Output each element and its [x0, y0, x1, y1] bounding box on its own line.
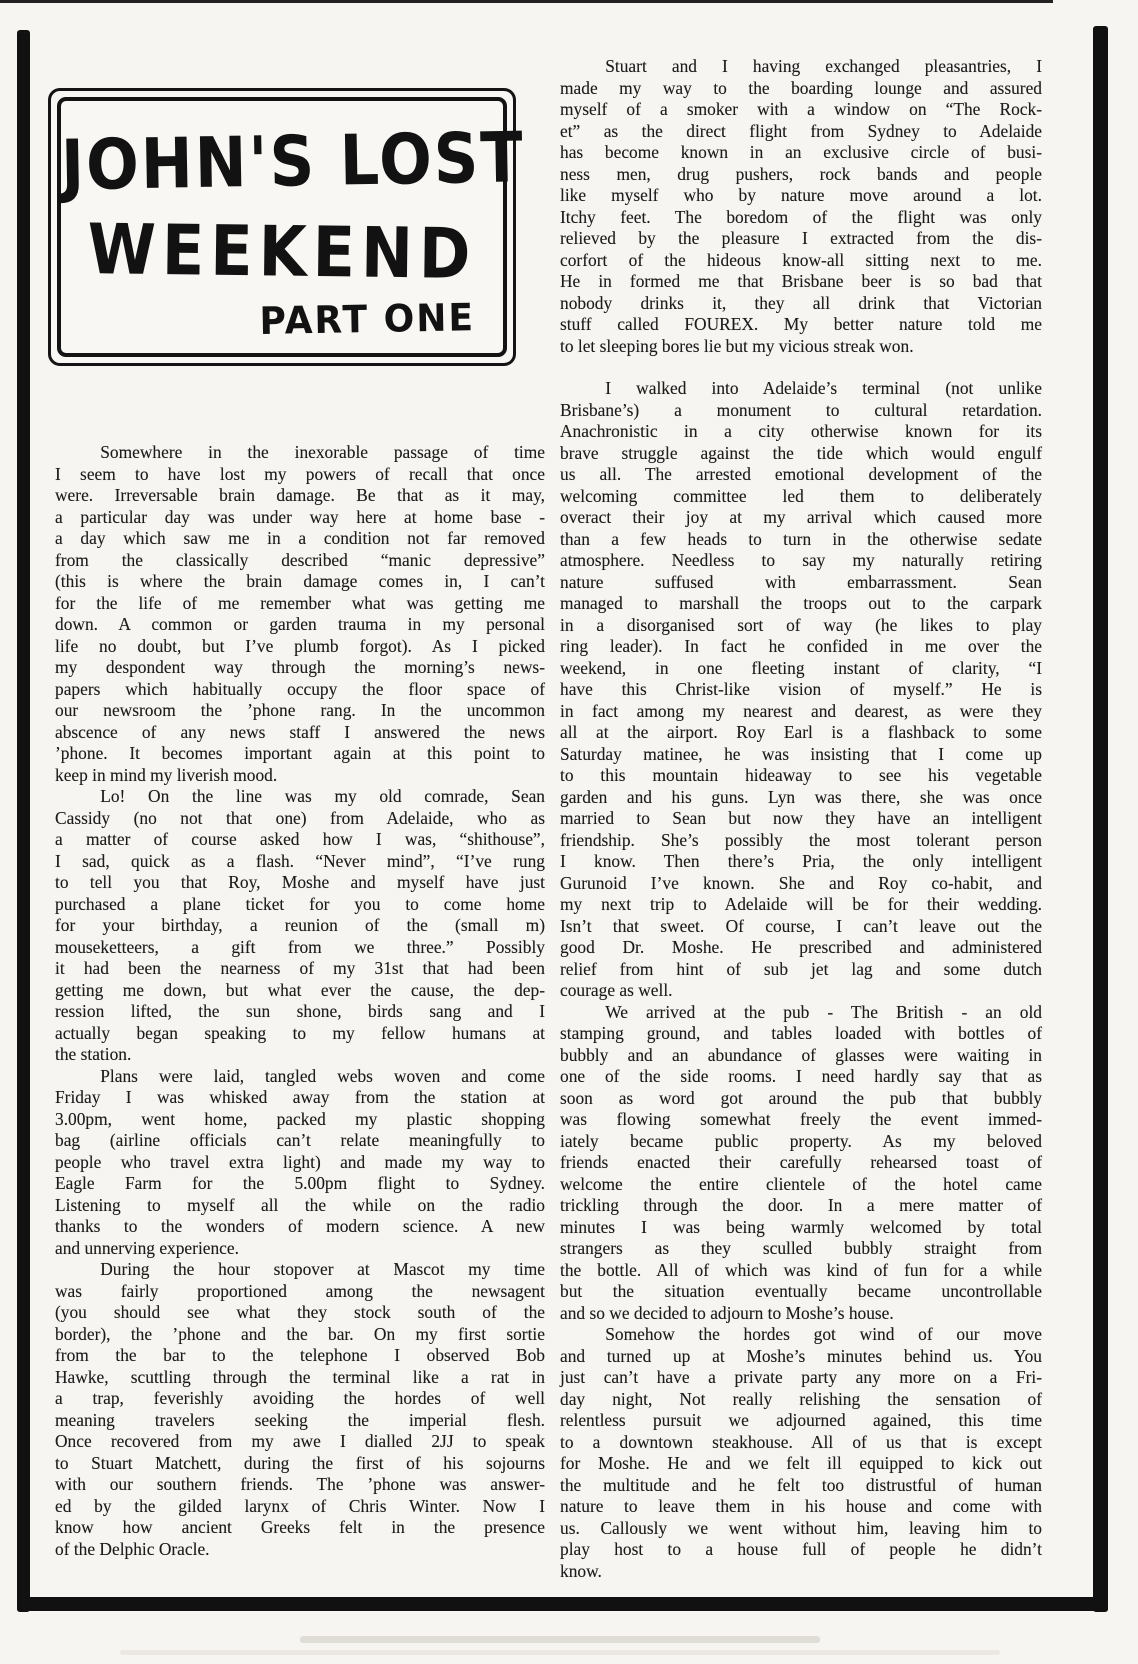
text-line: Listening to myself all the while on the radio — [55, 1194, 545, 1215]
text-line: meaning travelers seeking the imperial flesh. — [55, 1409, 545, 1430]
text-line: a matter of course asked how I was, “shithouse”, — [55, 829, 545, 849]
text-line: to tell you that Roy, Moshe and myself have just — [55, 872, 545, 892]
text-line: keep in mind my liverish mood. — [55, 764, 278, 785]
text-line: During the hour stopover at Mascot my time — [100, 1259, 545, 1279]
text-line: relentless pursuit we adjourned agained, this time — [560, 1410, 1042, 1430]
text-line: were. Irreversable brain damage. Be that as it may, — [55, 485, 545, 505]
page-border-bottom — [17, 1597, 1108, 1611]
text-line: play host to a house full of people he didn’t — [560, 1539, 1042, 1559]
text-line: papers which habitually occupy the floor space of — [55, 678, 545, 699]
text-line: garden and his guns. Lyn was there, she was once — [560, 786, 1042, 807]
text-line: minutes I was being warmly welcomed by total — [560, 1216, 1042, 1237]
text-line: I walked into Adelaide’s terminal (not unlike — [605, 378, 1042, 398]
text-line: ression lifted, the sun shone, birds sang and I — [55, 1001, 545, 1021]
text-line: in a disorganised sort of way (he likes to play — [560, 614, 1042, 635]
text-line: Anachronistic in a city otherwise known for its — [560, 421, 1042, 441]
text-line: was fairly proportioned among the newsagent — [55, 1280, 545, 1301]
text-line: Brisbane’s) a monument to cultural retardation. — [560, 399, 1042, 420]
text-line: Saturday matinee, he was insisting that I come up — [560, 743, 1042, 764]
text-line: the bottle. All of which was kind of fun for a while — [560, 1259, 1042, 1280]
text-line: of the Delphic Oracle. — [55, 1538, 210, 1559]
text-line: day night, Not really relishing the sensation of — [560, 1388, 1042, 1409]
text-line: abscence of any news staff I answered the news — [55, 721, 545, 742]
text-line: us all. The arrested emotional development of the — [560, 464, 1042, 484]
text-line: my next trip to Adelaide will be for their wedding. — [560, 894, 1042, 914]
text-line: brave struggle against the tide which would engulf — [560, 442, 1042, 463]
text-line: in fact among my nearest and dearest, as were they — [560, 700, 1042, 721]
text-line: ring leader). In fact he confided in me over the — [560, 636, 1042, 656]
paragraph — [560, 1324, 1042, 1582]
text-line: Isn’t that sweet. Of course, I can’t leave out the — [560, 915, 1042, 936]
page-subtitle: PART ONE — [259, 296, 476, 344]
text-line: I sad, quick as a flash. “Never mind”, “I’ve rung — [55, 850, 545, 871]
text-line: our newsroom the ’phone rang. In the uncommon — [55, 700, 545, 720]
page-title-line1: JOHN'S LOST — [60, 116, 526, 207]
text-line: soon as word got around the pub that bubbly — [560, 1087, 1042, 1108]
paragraph — [560, 378, 1042, 1002]
text-line: my despondent way through the morning’s news- — [55, 657, 545, 677]
text-line: Eagle Farm for the 5.00pm flight to Sydney. — [55, 1173, 545, 1193]
text-line: Somehow the hordes got wind of our move — [605, 1324, 1042, 1344]
text-line: welcoming committee led them to deliberately — [560, 485, 1042, 506]
text-line: atmosphere. Needless to say my naturally retiring — [560, 550, 1042, 570]
text-line: He in formed me that Brisbane beer is so bad that — [560, 271, 1042, 291]
text-line: ed by the gilded larynx of Chris Winter. Now I — [55, 1495, 545, 1516]
text-line: Plans were laid, tangled webs woven and come — [100, 1065, 545, 1086]
text-line: Somewhere in the inexorable passage of time — [100, 442, 545, 462]
paragraph — [560, 1002, 1042, 1325]
text-line: getting me down, but what ever the cause, the dep- — [55, 979, 545, 1000]
text-line: and so we decided to adjourn to Moshe’s house. — [560, 1302, 894, 1323]
text-line: mouseketteers, a gift from we three.” Possibly — [55, 936, 545, 957]
text-line: strangers as they sculled bubbly straight from — [560, 1238, 1042, 1258]
text-line: nobody drinks it, they all drink that Victorian — [560, 292, 1042, 313]
text-line: I seem to have lost my powers of recall that once — [55, 463, 545, 484]
text-line: iately became public property. As my beloved — [560, 1130, 1042, 1151]
text-line: know how ancient Greeks felt in the presence — [55, 1517, 545, 1537]
text-line: (this is where the brain damage comes in, I can’t — [55, 571, 545, 591]
text-line: (you should see what they stock south of the — [55, 1302, 545, 1322]
text-line: I know. Then there’s Pria, the only intelligent — [560, 851, 1042, 871]
text-line: Cassidy (no not that one) from Adelaide, who as — [55, 807, 545, 828]
text-line: know. — [560, 1560, 602, 1581]
text-line: relief from hint of sub jet lag and some dutch — [560, 958, 1042, 979]
text-line: the station. — [55, 1044, 132, 1064]
text-line: to Stuart Matchett, during the first of his sojourns — [55, 1452, 545, 1473]
text-line: and turned up at Moshe’s minutes behind us. You — [560, 1345, 1042, 1366]
text-line: friends enacted their carefully rehearsed toast of — [560, 1152, 1042, 1172]
text-line: a trap, feverishly avoiding the hordes of well — [55, 1388, 545, 1408]
text-line: made my way to the boarding lounge and assured — [560, 77, 1042, 98]
paragraph — [55, 786, 545, 1066]
text-line: Hawke, scuttling through the terminal like a rat in — [55, 1366, 545, 1387]
text-line: nature suffused with embarrassment. Sean — [560, 571, 1042, 592]
text-line: Once recovered from my awe I dialled 2JJ to speak — [55, 1431, 545, 1451]
text-line: Gurunoid I’ve known. She and Roy co-habit, and — [560, 872, 1042, 893]
text-line: the multitude and he felt too distrustful of human — [560, 1474, 1042, 1495]
text-line: myself of a smoker with a window on “The Rock- — [560, 99, 1042, 119]
page-title-line2: WEEKEND — [87, 208, 477, 295]
page-border-right — [1093, 26, 1108, 1612]
text-line: Friday I was whisked away from the station at — [55, 1087, 545, 1107]
text-line: has become known in an exclusive circle of busi- — [560, 142, 1042, 162]
scan-artifact — [120, 1650, 1000, 1655]
title-box — [48, 88, 526, 366]
text-line: purchased a plane ticket for you to come home — [55, 893, 545, 914]
text-line: like myself who by nature move around a lot. — [560, 185, 1042, 205]
text-line: border), the ’phone and the bar. On my first sortie — [55, 1323, 545, 1344]
text-line: all at the airport. Roy Earl is a flashback to some — [560, 722, 1042, 742]
text-line: people who travel extra light) and made my way to — [55, 1151, 545, 1172]
text-line: Stuart and I having exchanged pleasantries, I — [605, 56, 1042, 76]
text-line: trickling through the door. In a mere matter of — [560, 1195, 1042, 1215]
text-line: just can’t have a private party any more on a Fri- — [560, 1367, 1042, 1387]
text-line: from the bar to the telephone I observed Bob — [55, 1345, 545, 1365]
column-right — [560, 56, 1042, 1582]
text-line: ’phone. It becomes important again at this point to — [55, 743, 545, 763]
text-line: Itchy feet. The boredom of the flight was only — [560, 206, 1042, 227]
text-line: for your birthday, a reunion of the (small m) — [55, 915, 545, 935]
text-line: down. A common or garden trauma in my personal — [55, 614, 545, 634]
text-line: thanks to the wonders of modern science. A new — [55, 1216, 545, 1236]
text-line: one of the side rooms. I need hardly say that as — [560, 1066, 1042, 1086]
text-line: overact their joy at my arrival which caused more — [560, 507, 1042, 527]
page-border-left — [17, 30, 30, 1612]
text-line: good Dr. Moshe. He prescribed and administered — [560, 937, 1042, 957]
text-line: married to Sean but now they have an intelligent — [560, 808, 1042, 828]
column-left — [55, 442, 545, 1560]
text-line: with our southern friends. The ’phone was answer- — [55, 1474, 545, 1494]
text-line: friendship. She’s possibly the most tolerant person — [560, 829, 1042, 850]
text-line: but the situation eventually became uncontrollable — [560, 1281, 1042, 1301]
paragraph — [560, 56, 1042, 357]
text-line: bag (airline officials can’t relate meaningfully to — [55, 1130, 545, 1150]
text-line: and unnerving experience. — [55, 1237, 239, 1258]
text-line: stuff called FOUREX. My better nature told me — [560, 314, 1042, 334]
title-box-inner-frame — [57, 97, 526, 357]
text-line: a particular day was under way here at home base - — [55, 506, 545, 527]
text-line: managed to marshall the troops out to the carpark — [560, 593, 1042, 613]
text-line: welcome the entire clientele of the hotel came — [560, 1173, 1042, 1194]
text-line: stamping ground, and tables loaded with bottles of — [560, 1023, 1042, 1043]
text-line: ness men, drug pushers, rock bands and people — [560, 163, 1042, 184]
paragraph — [55, 1259, 545, 1560]
page-border-top — [0, 0, 1053, 3]
scan-artifact — [300, 1636, 820, 1643]
text-line: relieved by the pleasure I extracted from the dis- — [560, 228, 1042, 248]
text-line: to this mountain hideaway to see his vegetable — [560, 765, 1042, 785]
text-line: have this Christ-like vision of myself.” He is — [560, 679, 1042, 699]
text-line: courage as well. — [560, 980, 673, 1000]
text-line: for Moshe. He and we felt ill equipped to kick out — [560, 1453, 1042, 1473]
text-line: to let sleeping bores lie but my vicious streak won. — [560, 335, 914, 356]
text-line: us. Callously we went without him, leaving him to — [560, 1517, 1042, 1538]
text-line: to a downtown steakhouse. All of us that is except — [560, 1431, 1042, 1452]
text-line: it had been the nearness of my 31st that had been — [55, 958, 545, 978]
text-line: a day which saw me in a condition not far removed — [55, 528, 545, 548]
text-line: Lo! On the line was my old comrade, Sean — [100, 786, 545, 806]
text-line: et” as the direct flight from Sydney to Adelaide — [560, 120, 1042, 141]
paragraph — [55, 1066, 545, 1260]
text-line: weekend, in one fleeting instant of clarity, “I — [560, 657, 1042, 678]
text-line: was flowing somewhat freely the event immed- — [560, 1109, 1042, 1129]
text-line: 3.00pm, went home, packed my plastic shopping — [55, 1108, 545, 1129]
paragraph — [55, 442, 545, 786]
text-line: life no doubt, but I’ve plumb forgot). As I picked — [55, 635, 545, 656]
text-line: corfort of the hideous know-all sitting next to me. — [560, 249, 1042, 270]
text-line: bubbly and an abundance of glasses were waiting in — [560, 1044, 1042, 1065]
text-line: We arrived at the pub - The British - an old — [605, 1001, 1042, 1022]
text-line: for the life of me remember what was getting me — [55, 592, 545, 613]
text-line: from the classically described “manic depressive” — [55, 549, 545, 570]
text-line: than a few heads to turn in the otherwise sedate — [560, 528, 1042, 549]
text-line: actually began speaking to my fellow humans at — [55, 1022, 545, 1043]
text-line: nature to leave them in his house and come with — [560, 1496, 1042, 1516]
